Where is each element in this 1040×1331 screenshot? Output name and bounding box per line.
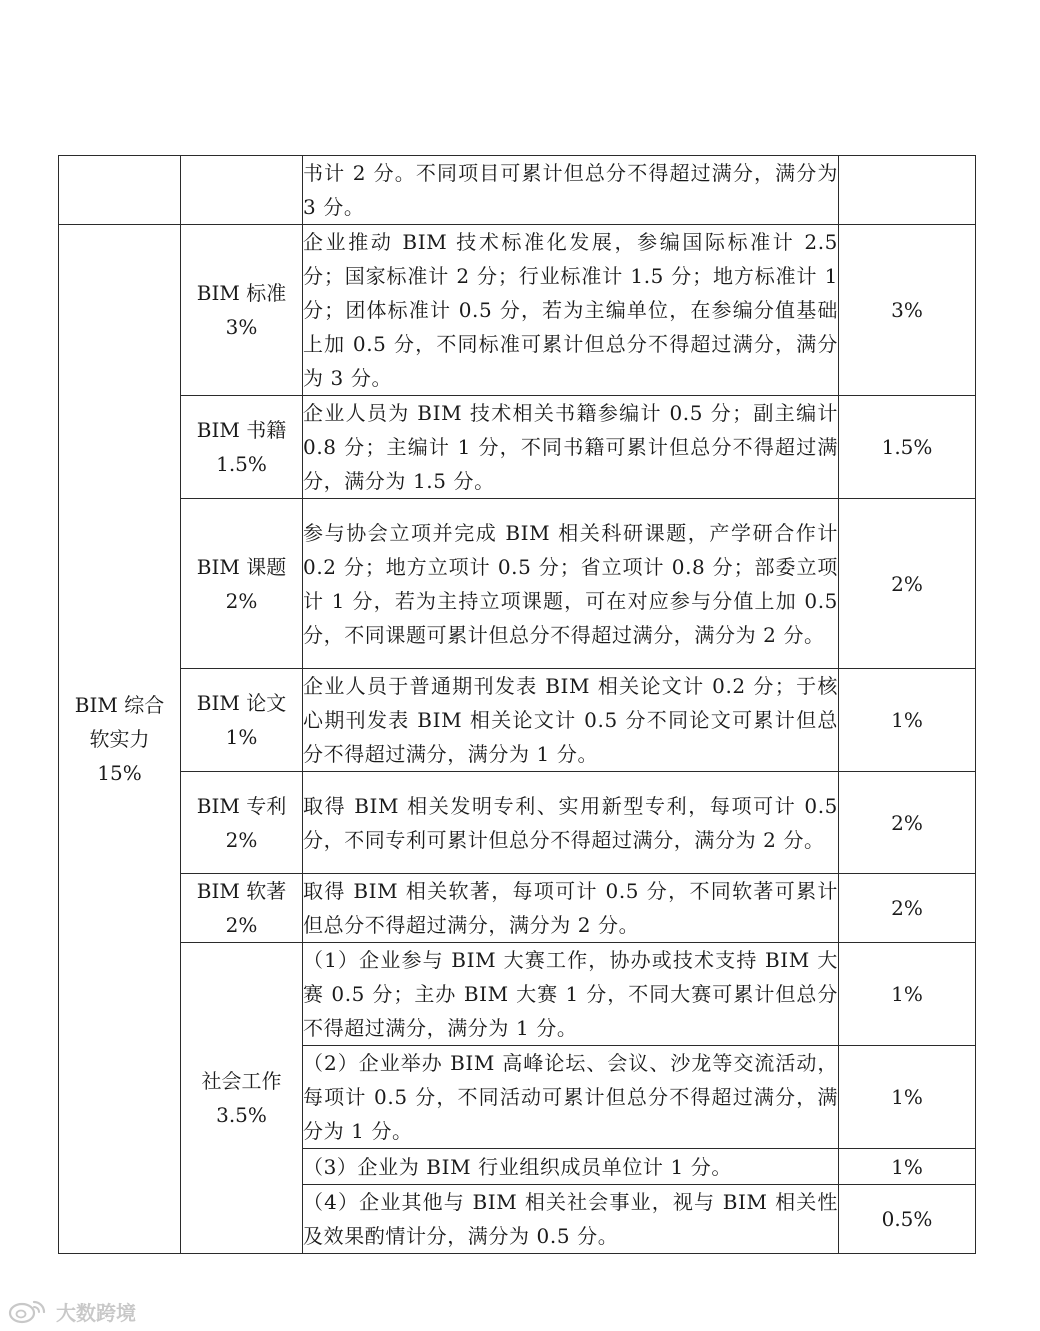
- subcategory-weight: 2%: [225, 913, 258, 937]
- criteria-description: 书计 2 分。不同项目可累计但总分不得超过满分，满分为 3 分。: [303, 156, 839, 225]
- weight-cell: 2%: [839, 499, 976, 669]
- category-weight: 15%: [97, 761, 142, 785]
- weight-cell: 0.5%: [839, 1185, 976, 1254]
- table-row: [59, 772, 976, 874]
- table-row: [59, 225, 976, 396]
- subcategory-name: BIM 课题: [196, 554, 287, 579]
- subcategory-name: 社会工作: [201, 1069, 282, 1093]
- weight-cell: 1%: [839, 943, 976, 1046]
- criteria-description: 企业人员于普通期刊发表 BIM 相关论文计 0.2 分；于核心期刊发表 BIM 相关论文计 0.5 分不同论文可累计但总分不得超过满分，满分为 1 分。: [303, 669, 839, 772]
- weight-cell: 2%: [839, 874, 976, 943]
- table-row: [59, 396, 976, 499]
- subcategory-cell: [181, 874, 303, 943]
- table-row: [59, 943, 976, 1046]
- subcategory-cell: [181, 669, 303, 772]
- category-label-line1: BIM 综合: [74, 693, 165, 717]
- category-cell: [59, 225, 181, 1254]
- subcategory-weight: 3%: [225, 315, 258, 339]
- watermark-text: 大数跨境: [56, 1300, 136, 1325]
- weight-cell: 1%: [839, 1046, 976, 1149]
- criteria-description: 企业人员为 BIM 技术相关书籍参编计 0.5 分；副主编计 0.8 分；主编计 1 分，不同书籍可累计但总分不得超过满分，满分为 1.5 分。: [303, 396, 839, 499]
- category-label-line2: 软实力: [89, 727, 150, 751]
- criteria-description: 取得 BIM 相关软著，每项可计 0.5 分，不同软著可累计但总分不得超过满分，满分为 2 分。: [303, 874, 839, 943]
- criteria-description: （4）企业其他与 BIM 相关社会事业，视与 BIM 相关性及效果酌情计分，满分为 0.5 分。: [303, 1185, 839, 1254]
- weight-cell: 1%: [839, 1149, 976, 1185]
- subcategory-weight: 2%: [225, 827, 258, 852]
- category-cell-empty: [59, 156, 181, 225]
- watermark: [8, 1296, 136, 1326]
- subcategory-name: BIM 论文: [196, 691, 287, 715]
- subcategory-weight: 3.5%: [216, 1103, 267, 1127]
- weight-cell: 1%: [839, 669, 976, 772]
- weight-cell: 1.5%: [839, 396, 976, 499]
- weight-cell: 3%: [839, 225, 976, 396]
- weibo-logo-icon: [8, 1298, 50, 1324]
- criteria-description: 企业推动 BIM 技术标准化发展，参编国际标准计 2.5 分；国家标准计 2 分；行业标准计 1.5 分；地方标准计 1 分；团体标准计 0.5 分，若为主编单位，在参编分值基础上加 0.5 分，不同标准可累计但总分不得超过满分，满分为 3 分。: [303, 225, 839, 396]
- scoring-table: [58, 155, 976, 1254]
- criteria-description: （1）企业参与 BIM 大赛工作，协办或技术支持 BIM 大赛 0.5 分；主办 BIM 大赛 1 分，不同大赛可累计但总分不得超过满分，满分为 1 分。: [303, 943, 839, 1046]
- criteria-description: 取得 BIM 相关发明专利、实用新型专利，每项可计 0.5 分，不同专利可累计但总分不得超过满分，满分为 2 分。: [303, 772, 839, 874]
- weight-cell: [839, 156, 976, 225]
- subcategory-cell: [181, 396, 303, 499]
- criteria-description: （3）企业为 BIM 行业组织成员单位计 1 分。: [303, 1149, 839, 1185]
- criteria-description: （2）企业举办 BIM 高峰论坛、会议、沙龙等交流活动，每项计 0.5 分，不同活动可累计但总分不得超过满分，满分为 1 分。: [303, 1046, 839, 1149]
- criteria-description: 参与协会立项并完成 BIM 相关科研课题，产学研合作计 0.2 分；地方立项计 0.5 分；省立项计 0.8 分；部委立项计 1 分，若为主持立项课题，可在对应参与分值上加 0.5 分，不同课题可累计但总分不得超过满分，满分为 2 分。: [303, 499, 839, 669]
- subcategory-weight: 2%: [225, 588, 258, 613]
- subcategory-name: BIM 专利: [196, 793, 287, 818]
- table-row: [59, 156, 976, 225]
- subcategory-weight: 1%: [225, 725, 258, 749]
- table-row: [59, 499, 976, 669]
- subcategory-weight: 1.5%: [216, 452, 267, 476]
- subcategory-name: BIM 软著: [196, 879, 287, 903]
- subcategory-cell: [181, 943, 303, 1254]
- table-row: [59, 669, 976, 772]
- subcategory-cell: [181, 499, 303, 669]
- subcategory-name: BIM 标准: [196, 281, 287, 305]
- subcategory-cell: [181, 772, 303, 874]
- subcategory-name: BIM 书籍: [196, 418, 287, 442]
- weight-cell: 2%: [839, 772, 976, 874]
- table-row: [59, 874, 976, 943]
- subcategory-cell: [181, 225, 303, 396]
- subcategory-cell-empty: [181, 156, 303, 225]
